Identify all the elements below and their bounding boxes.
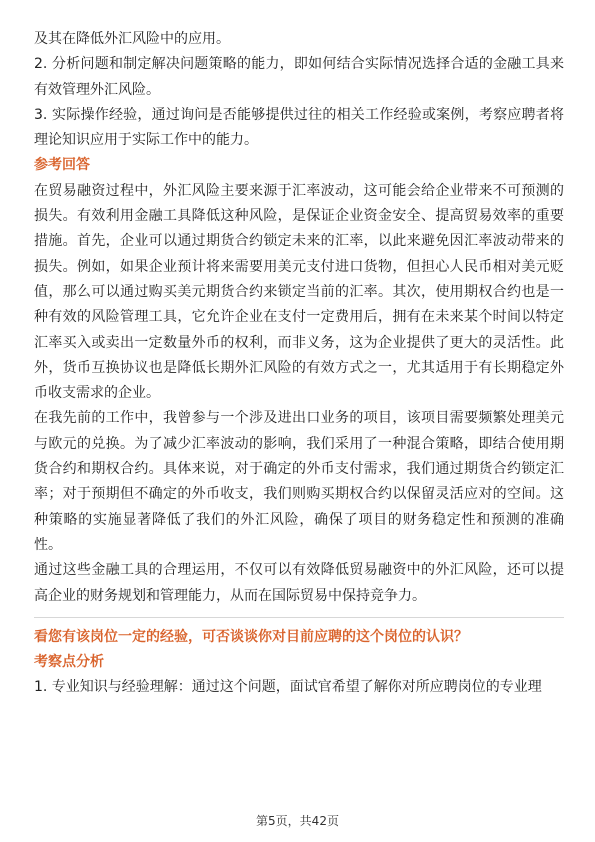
section-divider (34, 617, 564, 618)
answer-paragraph-3: 通过这些金融工具的合理运用，不仅可以有效降低贸易融资中的外汇风险，还可以提高企业的财务规划和管理能力，从而在国际贸易中保持竞争力。 (34, 562, 564, 604)
intro-point-3: 3. 实际操作经验，通过询问是否能够提供过往的相关工作经验或案例，考察应聘者将理论知识应用于实际工作中的能力。 (34, 106, 564, 149)
intro-paragraph-continuation: 及其在降低外汇风险中的应用。 (34, 31, 230, 47)
interview-question: 看您有该岗位一定的经验，可否谈谈你对目前应聘的这个岗位的认识？ (34, 628, 468, 645)
reference-answer-heading: 参考回答 (34, 157, 90, 174)
analysis-heading: 考察点分析 (34, 654, 104, 671)
page-number-footer: 第5页，共42页 (256, 814, 339, 828)
answer-paragraph-1: 在贸易融资过程中，外汇风险主要来源于汇率波动，这可能会给企业带来不可预测的损失。有效利用金融工具降低这种风险，是保证企业资金安全、提高贸易效率的重要措施。首先，企业可以通过期货合约锁定未来的汇率，以此来避免因汇率波动带来的损失。例如，如果企业预计将来需要用美元支付进口货物，但担心人民币相对美元贬值，那么可以通过购买美元期货合约来锁定当前的汇率。其次，使用期权合约也是一种有效的风险管理工具，它允许企业在支付一定费用后，拥有在未来某个时间以特定汇率买入或卖出一定数量外币的权利，而非义务，这为企业提供了更大的灵活性。此外，货币互换协议也是降低长期外汇风险的有效方式之一，尤其适用于有长期稳定外币收支需求的企业。 (34, 182, 564, 402)
answer-paragraph-2: 在我先前的工作中，我曾参与一个涉及进出口业务的项目，该项目需要频繁处理美元与欧元的兑换。为了减少汇率波动的影响，我们采用了一种混合策略，即结合使用期货合约和期权合约。具体来说，对于确定的外币支付需求，我们通过期货合约锁定汇率；对于预期但不确定的外币收支，我们则购买期权合约以保留灵活应对的空间。这种策略的实施显著降低了我们的外汇风险，确保了项目的财务稳定性和预测的准确性。 (34, 410, 564, 553)
page-content (34, 27, 564, 701)
analysis-point-1: 1. 专业知识与经验理解：通过这个问题，面试官希望了解你对所应聘岗位的专业理 (34, 679, 542, 696)
intro-point-2: 2. 分析问题和制定解决问题策略的能力，即如何结合实际情况选择合适的金融工具来有效管理外汇风险。 (34, 56, 564, 98)
